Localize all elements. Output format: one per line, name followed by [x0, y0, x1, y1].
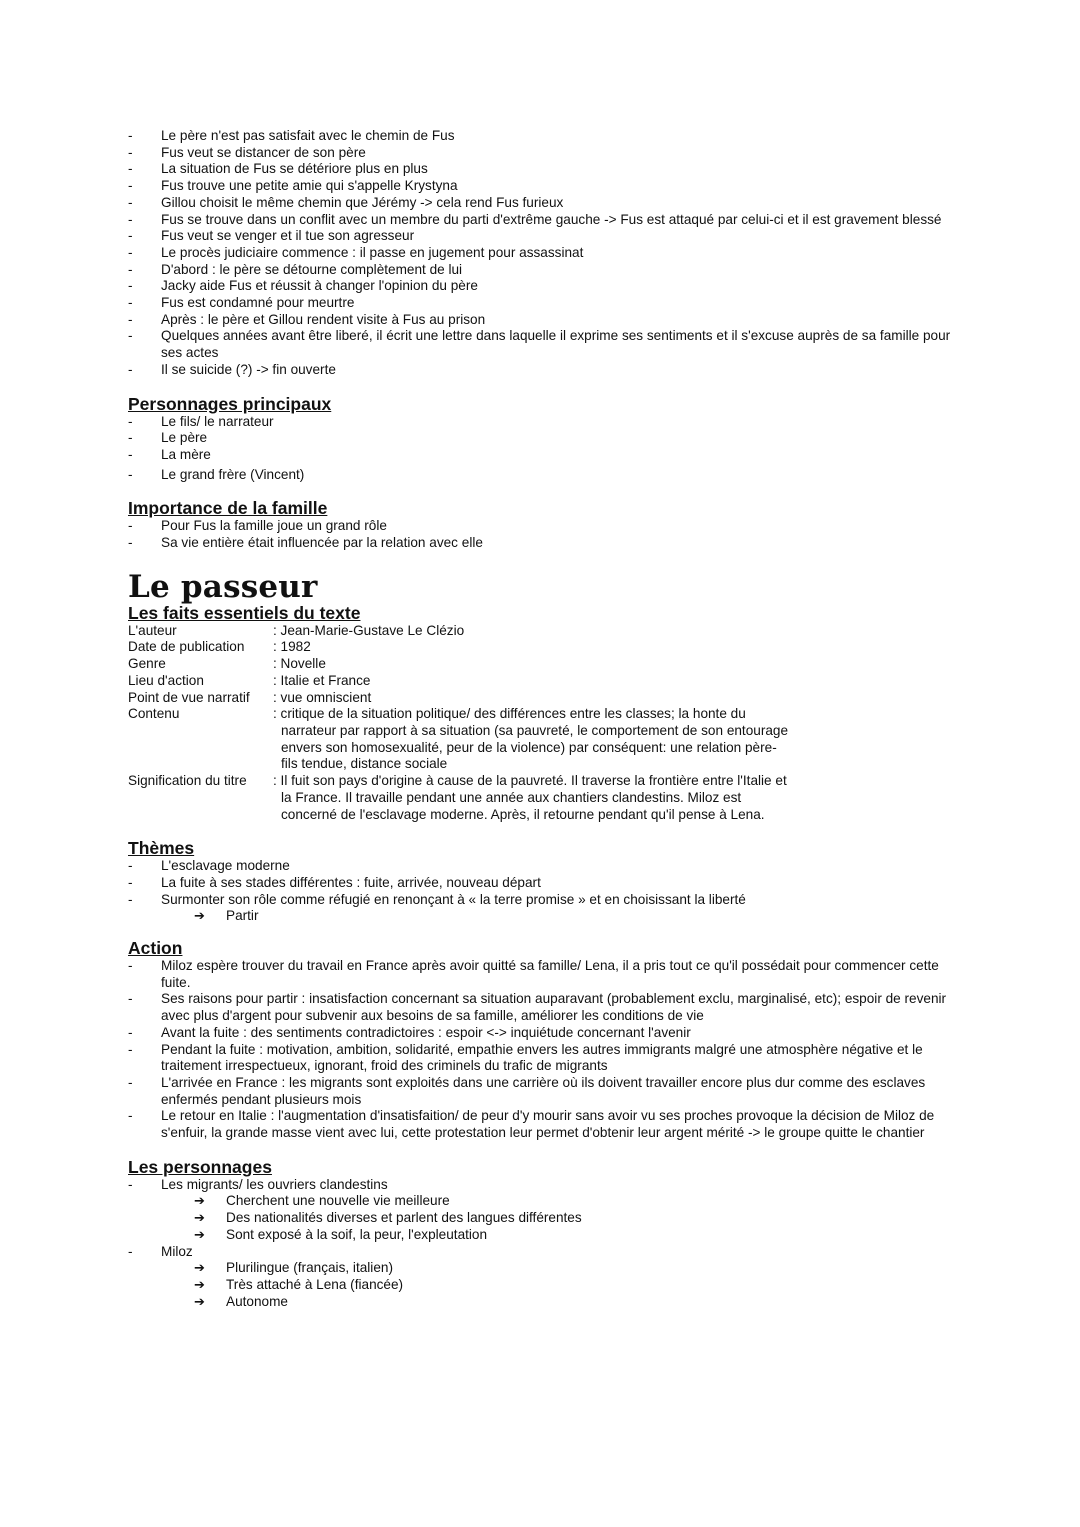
table-row [128, 690, 791, 707]
section-heading-personnages-passeur: Les personnages [128, 1156, 272, 1177]
sub-list-item: ➔ Plurilingue (français, italien) [128, 1260, 958, 1277]
section-heading-personnages: Personnages principaux [128, 393, 332, 414]
fact-value: : vue omniscient [273, 689, 372, 705]
fact-value: : Il fuit son pays d'origine à cause de la pauvreté. Il traverse la frontière entre l'Italie et la France. Il travaille pendant une année aux chantiers clandestins. Miloz est concerné de l'esclavage moderne. Après, il retourne pendant qu'il pense à Lena. [273, 773, 787, 822]
list-item: - Surmonter son rôle comme réfugié en renonçant à « la terre promise » et en choisissant la liberté [128, 892, 958, 909]
list-item: - Le grand frère (Vincent) [128, 467, 958, 484]
persos-list [128, 1244, 958, 1261]
sub-list-item: ➔ Autonome [128, 1294, 958, 1311]
list-item: - Le fils/ le narrateur [128, 414, 958, 431]
fact-value: : Jean-Marie-Gustave Le Clézio [273, 622, 465, 638]
list-item: - D'abord : le père se détourne complètement de lui [128, 262, 958, 279]
list-item: - Pour Fus la famille joue un grand rôle [128, 518, 958, 535]
list-item: - Sa vie entière était influencée par la relation avec elle [128, 535, 958, 552]
sub-list-item: ➔ Très attaché à Lena (fiancée) [128, 1277, 958, 1294]
list-item: - La mère [128, 447, 958, 464]
fact-label: L'auteur [128, 622, 177, 638]
facts-table [128, 623, 791, 823]
list-item: - La fuite à ses stades différentes : fuite, arrivée, nouveau départ [128, 875, 958, 892]
table-row [128, 673, 791, 690]
fact-label: Date de publication [128, 639, 245, 655]
persos-list [128, 1177, 958, 1194]
fact-label: Point de vue narratif [128, 689, 250, 705]
list-item: - L'esclavage moderne [128, 858, 958, 875]
sub-list-item: ➔ Des nationalités diverses et parlent des langues différentes [128, 1210, 958, 1227]
list-item: - Miloz [128, 1244, 958, 1261]
list-item: - L'arrivée en France : les migrants sont exploités dans une carrière où ils doivent travailler encore plus dur comme des esclaves enfermés pendant plusieurs mois [128, 1075, 958, 1108]
themes-sublist [128, 908, 958, 925]
list-item: - Il se suicide (?) -> fin ouverte [128, 362, 958, 379]
list-item: - Ses raisons pour partir : insatisfaction concernant sa situation auparavant (probablement exclu, marginalisé, etc); espoir de revenir avec plus d'argent pour subvenir aux besoins de sa famille, améliorer les conditions de vie [128, 991, 958, 1024]
fact-value: : Italie et France [273, 672, 371, 688]
list-item: - Avant la fuite : des sentiments contradictoires : espoir <-> inquiétude concernant l'avenir [128, 1025, 958, 1042]
fact-label: Contenu [128, 706, 180, 722]
action-list [128, 958, 958, 1142]
fact-value: : critique de la situation politique/ des différences entre les classes; la honte du narrateur par rapport à sa situation (sa pauvreté, le comportement de son entourage envers son homosexualité, peur de la violence) par conséquent: une relation père-fils tendue, distance sociale [273, 706, 789, 772]
list-item: - La situation de Fus se détériore plus en plus [128, 161, 958, 178]
list-item: - Après : le père et Gillou rendent visite à Fus au prison [128, 312, 958, 329]
document-page [128, 128, 958, 1310]
sub-list-item: ➔ Partir [128, 908, 958, 925]
fact-label: Genre [128, 656, 166, 672]
list-item: - Miloz espère trouver du travail en France après avoir quitté sa famille/ Lena, il a pris tout ce qu'il possédait pour commencer cette fuite. [128, 958, 958, 991]
fact-label: Lieu d'action [128, 672, 204, 688]
sub-list-item: ➔ Sont exposé à la soif, la peur, l'expleutation [128, 1227, 958, 1244]
themes-list [128, 858, 958, 908]
persos-sublist [128, 1260, 958, 1310]
list-item: - Le procès judiciaire commence : il passe en jugement pour assassinat [128, 245, 958, 262]
table-row [128, 773, 791, 823]
section-heading-action: Action [128, 938, 183, 959]
list-item: - Fus trouve une petite amie qui s'appelle Krystyna [128, 178, 958, 195]
table-row [128, 656, 791, 673]
sub-list-item: ➔ Cherchent une nouvelle vie meilleure [128, 1193, 958, 1210]
table-row [128, 623, 791, 640]
section-heading-themes: Thèmes [128, 838, 195, 859]
list-item: - Jacky aide Fus et réussit à changer l'opinion du père [128, 278, 958, 295]
section-heading-faits: Les faits essentiels du texte [128, 602, 361, 623]
personnages-list [128, 414, 958, 484]
section-heading-famille: Importance de la famille [128, 498, 328, 519]
list-item: - Fus veut se distancer de son père [128, 145, 958, 162]
fact-label: Signification du titre [128, 773, 247, 789]
fact-value: : Novelle [273, 656, 326, 672]
list-item: - Les migrants/ les ouvriers clandestins [128, 1177, 958, 1194]
list-item: - Le père n'est pas satisfait avec le chemin de Fus [128, 128, 958, 145]
persos-sublist [128, 1193, 958, 1243]
list-item: - Fus est condamné pour meurtre [128, 295, 958, 312]
list-item: - Fus veut se venger et il tue son agresseur [128, 228, 958, 245]
table-row [128, 639, 791, 656]
summary-list [128, 128, 958, 379]
list-item: - Pendant la fuite : motivation, ambition, solidarité, empathie envers les autres immigrants malgré une atmosphère négative et le traitement irrespectueux, ignorant, froid des criminels du trafic de migrants [128, 1042, 958, 1075]
page-title: Le passeur [128, 568, 318, 605]
list-item: - Le retour en Italie : l'augmentation d'insatisfaition/ de peur d'y mourir sans avoir vu ses proches provoque la décision de Miloz de s'enfuir, la grande masse vient avec lui, cette protestation leur permet d'obtenir leur argent mérité -> le groupe quitte le chantier [128, 1108, 958, 1141]
list-item: - Gillou choisit le même chemin que Jérémy -> cela rend Fus furieux [128, 195, 958, 212]
table-row [128, 706, 791, 773]
list-item: - Le père [128, 430, 958, 447]
list-item: - Quelques années avant être liberé, il écrit une lettre dans laquelle il exprime ses sentiments et il s'excuse auprès de sa famille pour ses actes [128, 328, 958, 361]
list-item: - Fus se trouve dans un conflit avec un membre du parti d'extrême gauche -> Fus est attaqué par celui-ci et il est gravement blessé [128, 212, 958, 229]
fact-value: : 1982 [273, 639, 311, 655]
famille-list [128, 518, 958, 551]
